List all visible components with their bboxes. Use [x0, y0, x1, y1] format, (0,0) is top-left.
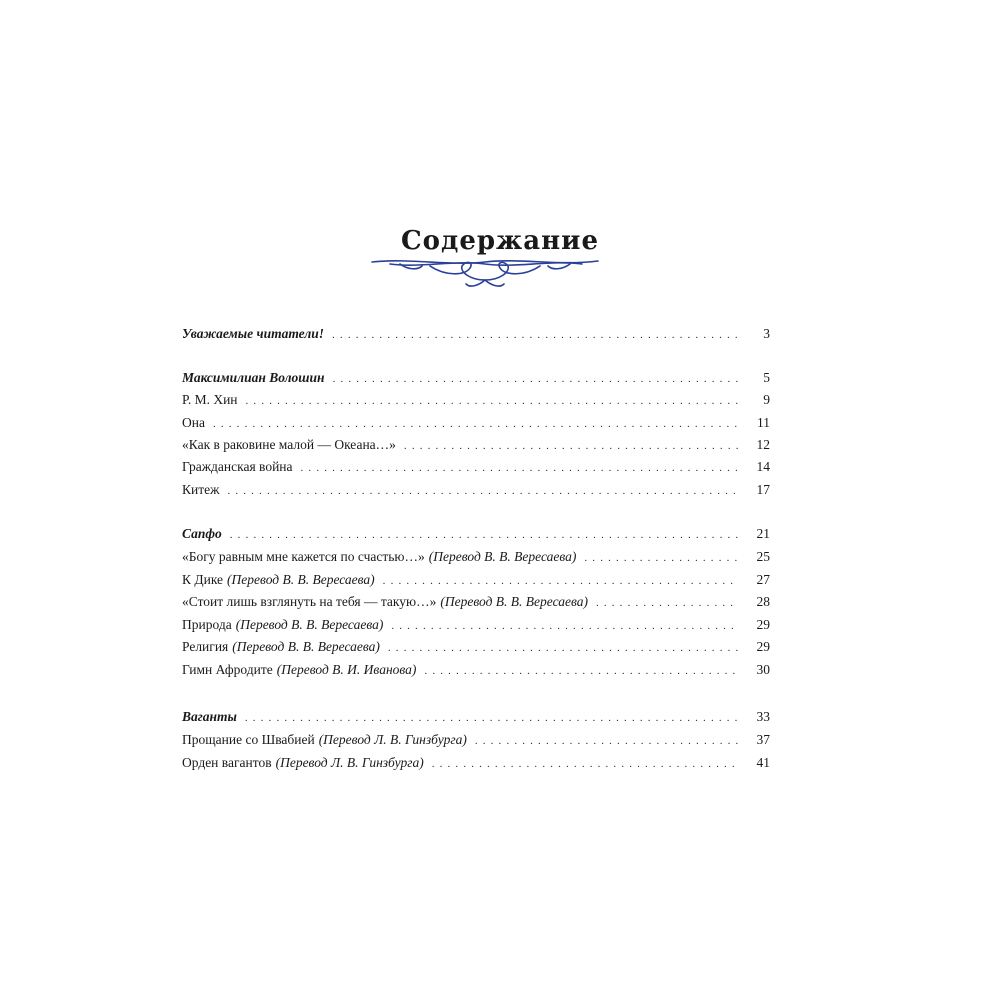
- toc-section-row: [182, 326, 770, 348]
- dot-leader: [391, 620, 738, 632]
- toc-translator: (Перевод В. В. Вересаева): [440, 594, 588, 609]
- toc-page-number: 3: [763, 326, 770, 341]
- toc-page-number: 27: [756, 572, 770, 587]
- toc-page-number: 5: [763, 370, 770, 385]
- toc-entry-row: [182, 482, 770, 504]
- toc-entry-row: [182, 732, 770, 754]
- toc-entry-row: [182, 459, 770, 481]
- toc-entry-row: [182, 415, 770, 437]
- dot-leader: [301, 462, 738, 474]
- toc-translator: (Перевод Л. В. Гинзбурга): [275, 755, 424, 770]
- dot-leader: [333, 373, 738, 385]
- toc-section-row: [182, 709, 770, 731]
- dot-leader: [383, 575, 738, 587]
- toc-title: Гимн Афродите: [182, 662, 273, 677]
- toc-page-number: 33: [756, 709, 770, 724]
- toc-translator: (Перевод В. В. Вересаева): [232, 639, 380, 654]
- page-title: Содержание: [400, 226, 600, 256]
- toc-entry-row: [182, 549, 770, 571]
- toc-section-row: [182, 526, 770, 548]
- toc-entry-row: [182, 594, 770, 616]
- toc-entry-row: [182, 662, 770, 684]
- toc-title: Орден вагантов: [182, 755, 272, 770]
- dot-leader: [596, 597, 738, 609]
- toc-page-number: 9: [763, 392, 770, 407]
- toc-title: «Богу равным мне кажется по счастью…»: [182, 549, 425, 564]
- toc-page-number: 21: [756, 526, 770, 541]
- toc-page-number: 29: [756, 617, 770, 632]
- toc-page-number: 11: [757, 415, 770, 430]
- toc-entry-row: [182, 572, 770, 594]
- dot-leader: [584, 552, 738, 564]
- dot-leader: [388, 642, 738, 654]
- toc-title: «Стоит лишь взглянуть на тебя — такую…»: [182, 594, 437, 609]
- toc-section-row: [182, 370, 770, 392]
- toc-entry-row: [182, 437, 770, 459]
- toc-title: Р. М. Хин: [182, 392, 238, 407]
- toc-translator: (Перевод В. В. Вересаева): [235, 617, 384, 632]
- dot-leader: [332, 329, 738, 341]
- toc-entry-row: [182, 392, 770, 414]
- dot-leader: [227, 485, 738, 497]
- dot-leader: [432, 758, 738, 770]
- toc-page-number: 25: [756, 549, 770, 564]
- dot-leader: [404, 440, 738, 452]
- toc-translator: (Перевод Л. В. Гинзбурга): [318, 732, 467, 747]
- dot-leader: [475, 735, 738, 747]
- toc-page-number: 14: [756, 459, 770, 474]
- toc-title: «Как в раковине малой — Океана…»: [182, 437, 396, 452]
- toc-entry-row: [182, 639, 770, 661]
- toc-title: К Дике: [182, 572, 224, 587]
- toc-title: Она: [182, 415, 205, 430]
- scroll-ornament-icon: [370, 254, 600, 294]
- toc-translator: (Перевод В. В. Вересаева): [227, 572, 375, 587]
- dot-leader: [424, 665, 738, 677]
- toc-title: Природа: [182, 617, 232, 632]
- toc-entry-row: [182, 755, 770, 777]
- toc-page-number: 41: [756, 755, 770, 770]
- toc-title: Максимилиан Волошин: [182, 370, 325, 385]
- toc-page-number: 37: [756, 732, 770, 747]
- dot-leader: [230, 529, 738, 541]
- toc-title: Ваганты: [182, 709, 237, 724]
- toc-entry-row: [182, 617, 770, 639]
- toc-page-number: 17: [756, 482, 770, 497]
- toc-page-number: 28: [756, 594, 770, 609]
- dot-leader: [213, 418, 738, 430]
- toc-page-number: 12: [756, 437, 770, 452]
- toc-title: Прощание со Швабией: [182, 732, 315, 747]
- toc-title: Гражданская война: [182, 459, 293, 474]
- toc-page-number: 29: [756, 639, 770, 654]
- toc-title: Сапфо: [182, 526, 222, 541]
- toc-title: Китеж: [182, 482, 220, 497]
- toc-translator: (Перевод В. В. Вересаева): [428, 549, 577, 564]
- toc-title: Уважаемые читатели!: [182, 326, 325, 341]
- toc-translator: (Перевод В. И. Иванова): [276, 662, 417, 677]
- toc-page-number: 30: [756, 662, 770, 677]
- toc-title: Религия: [182, 639, 229, 654]
- dot-leader: [245, 712, 738, 724]
- dot-leader: [246, 395, 738, 407]
